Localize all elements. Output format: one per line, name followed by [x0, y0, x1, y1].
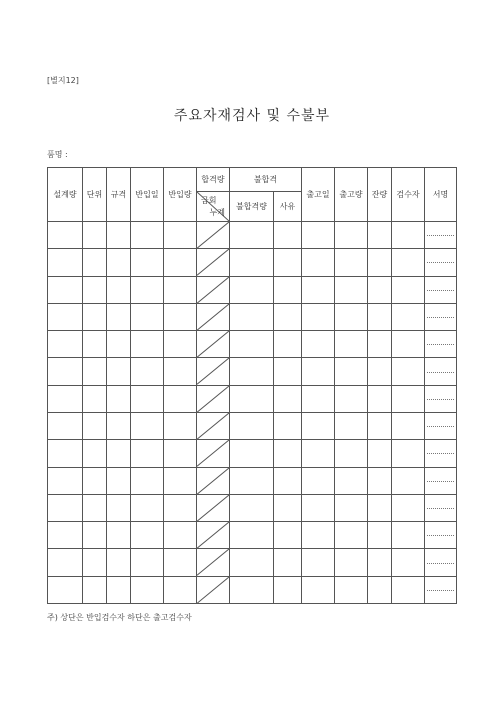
cell-pass-qty	[197, 303, 230, 330]
cell-in-date	[131, 549, 164, 576]
table-row	[48, 467, 457, 494]
dotted-divider	[427, 481, 454, 482]
cell-out-qty	[335, 331, 368, 358]
header-cumulative-label: 누계	[209, 208, 225, 217]
cell-reason	[274, 358, 302, 385]
cell-in-qty	[164, 412, 197, 439]
cell-spec	[107, 440, 131, 467]
cell-out-date	[302, 522, 335, 549]
cell-reason	[274, 385, 302, 412]
cell-out-date	[302, 222, 335, 249]
cell-spec	[107, 576, 131, 603]
cell-out-date	[302, 249, 335, 276]
cell-inspector	[392, 412, 425, 439]
cell-in-qty	[164, 331, 197, 358]
header-pass-qty: 합격량	[197, 168, 230, 192]
cell-design-qty	[48, 467, 83, 494]
cell-design-qty	[48, 303, 83, 330]
cell-balance	[368, 522, 392, 549]
cell-balance	[368, 358, 392, 385]
cell-spec	[107, 412, 131, 439]
cell-in-date	[131, 222, 164, 249]
cell-inspector	[392, 385, 425, 412]
table-row	[48, 303, 457, 330]
cell-inspector	[392, 249, 425, 276]
cell-in-qty	[164, 249, 197, 276]
table-row	[48, 249, 457, 276]
header-fail-qty: 불합격량	[230, 192, 274, 222]
cell-design-qty	[48, 222, 83, 249]
cell-signature	[425, 494, 457, 521]
cell-design-qty	[48, 494, 83, 521]
cell-out-qty	[335, 494, 368, 521]
cell-reason	[274, 440, 302, 467]
cell-spec	[107, 249, 131, 276]
cell-in-qty	[164, 222, 197, 249]
cell-reason	[274, 576, 302, 603]
cell-in-date	[131, 467, 164, 494]
cell-signature	[425, 358, 457, 385]
cell-balance	[368, 222, 392, 249]
cell-unit	[83, 385, 107, 412]
cell-spec	[107, 385, 131, 412]
cell-spec	[107, 358, 131, 385]
cell-signature	[425, 412, 457, 439]
cell-in-qty	[164, 358, 197, 385]
header-current-label: 금회	[201, 196, 217, 205]
diagonal-divider	[197, 440, 229, 466]
ledger-body	[48, 222, 457, 604]
cell-fail-qty	[230, 576, 274, 603]
table-row	[48, 440, 457, 467]
cell-unit	[83, 222, 107, 249]
cell-inspector	[392, 331, 425, 358]
cell-inspector	[392, 440, 425, 467]
cell-balance	[368, 576, 392, 603]
dotted-divider	[427, 317, 454, 318]
cell-pass-qty	[197, 385, 230, 412]
cell-fail-qty	[230, 522, 274, 549]
inspection-ledger-table	[47, 167, 457, 604]
cell-reason	[274, 467, 302, 494]
cell-out-date	[302, 331, 335, 358]
cell-balance	[368, 494, 392, 521]
cell-in-qty	[164, 467, 197, 494]
diagonal-divider	[197, 495, 229, 521]
cell-inspector	[392, 358, 425, 385]
cell-out-qty	[335, 385, 368, 412]
cell-reason	[274, 331, 302, 358]
cell-unit	[83, 576, 107, 603]
dotted-divider	[427, 590, 454, 591]
cell-reason	[274, 522, 302, 549]
cell-out-date	[302, 549, 335, 576]
cell-design-qty	[48, 249, 83, 276]
footnote: 주) 상단은 반입검수자 하단은 출고검수자	[47, 613, 192, 622]
cell-pass-qty	[197, 576, 230, 603]
cell-design-qty	[48, 331, 83, 358]
cell-in-date	[131, 576, 164, 603]
cell-balance	[368, 276, 392, 303]
dotted-divider	[427, 508, 454, 509]
cell-fail-qty	[230, 440, 274, 467]
cell-in-qty	[164, 522, 197, 549]
cell-fail-qty	[230, 549, 274, 576]
cell-spec	[107, 494, 131, 521]
cell-reason	[274, 412, 302, 439]
cell-in-qty	[164, 576, 197, 603]
cell-pass-qty	[197, 358, 230, 385]
cell-reason	[274, 222, 302, 249]
cell-fail-qty	[230, 385, 274, 412]
diagonal-divider	[197, 468, 229, 494]
cell-in-date	[131, 494, 164, 521]
cell-spec	[107, 276, 131, 303]
cell-fail-qty	[230, 222, 274, 249]
cell-out-date	[302, 467, 335, 494]
cell-unit	[83, 303, 107, 330]
cell-out-qty	[335, 303, 368, 330]
cell-design-qty	[48, 385, 83, 412]
cell-unit	[83, 440, 107, 467]
diagonal-divider	[197, 522, 229, 548]
dotted-divider	[427, 372, 454, 373]
diagonal-divider	[197, 277, 229, 303]
diagonal-divider	[197, 413, 229, 439]
cell-inspector	[392, 522, 425, 549]
diagonal-divider	[197, 304, 229, 330]
header-out-date: 출고일	[302, 168, 335, 222]
cell-inspector	[392, 276, 425, 303]
cell-out-date	[302, 385, 335, 412]
cell-inspector	[392, 576, 425, 603]
dotted-divider	[427, 262, 454, 263]
cell-design-qty	[48, 412, 83, 439]
cell-inspector	[392, 549, 425, 576]
cell-out-date	[302, 276, 335, 303]
cell-fail-qty	[230, 412, 274, 439]
cell-out-date	[302, 440, 335, 467]
cell-pass-qty	[197, 276, 230, 303]
cell-signature	[425, 222, 457, 249]
cell-out-date	[302, 358, 335, 385]
cell-signature	[425, 303, 457, 330]
cell-out-qty	[335, 440, 368, 467]
dotted-divider	[427, 535, 454, 536]
cell-signature	[425, 276, 457, 303]
cell-design-qty	[48, 549, 83, 576]
diagonal-divider	[197, 386, 229, 412]
cell-pass-qty	[197, 222, 230, 249]
cell-out-date	[302, 303, 335, 330]
cell-in-date	[131, 303, 164, 330]
cell-balance	[368, 331, 392, 358]
cell-inspector	[392, 467, 425, 494]
cell-out-date	[302, 494, 335, 521]
cell-design-qty	[48, 576, 83, 603]
table-row	[48, 494, 457, 521]
cell-out-qty	[335, 222, 368, 249]
cell-in-date	[131, 385, 164, 412]
cell-in-date	[131, 522, 164, 549]
cell-fail-qty	[230, 249, 274, 276]
cell-reason	[274, 549, 302, 576]
cell-design-qty	[48, 522, 83, 549]
dotted-divider	[427, 290, 454, 291]
cell-unit	[83, 249, 107, 276]
cell-pass-qty	[197, 331, 230, 358]
cell-pass-qty	[197, 440, 230, 467]
header-balance: 잔량	[368, 168, 392, 222]
cell-pass-qty	[197, 467, 230, 494]
diagonal-divider	[197, 249, 229, 275]
cell-design-qty	[48, 358, 83, 385]
table-row	[48, 222, 457, 249]
diagonal-divider	[197, 577, 229, 603]
cell-out-qty	[335, 249, 368, 276]
cell-in-qty	[164, 494, 197, 521]
table-row	[48, 576, 457, 603]
header-out-qty: 출고량	[335, 168, 368, 222]
table-row	[48, 385, 457, 412]
diagonal-divider	[197, 331, 229, 357]
cell-unit	[83, 331, 107, 358]
cell-balance	[368, 412, 392, 439]
cell-inspector	[392, 303, 425, 330]
cell-in-qty	[164, 440, 197, 467]
document-title: 주요자재검사 및 수불부	[173, 108, 331, 124]
cell-design-qty	[48, 276, 83, 303]
dotted-divider	[427, 453, 454, 454]
cell-in-qty	[164, 549, 197, 576]
cell-in-date	[131, 358, 164, 385]
diagonal-divider	[197, 222, 229, 248]
cell-reason	[274, 303, 302, 330]
cell-unit	[83, 358, 107, 385]
cell-signature	[425, 440, 457, 467]
cell-in-date	[131, 412, 164, 439]
cell-out-date	[302, 412, 335, 439]
cell-fail-qty	[230, 276, 274, 303]
table-row	[48, 331, 457, 358]
header-signature: 서명	[425, 168, 457, 222]
cell-spec	[107, 522, 131, 549]
cell-signature	[425, 467, 457, 494]
cell-out-qty	[335, 276, 368, 303]
cell-unit	[83, 494, 107, 521]
header-reason: 사유	[274, 192, 302, 222]
dotted-divider	[427, 344, 454, 345]
cell-out-qty	[335, 358, 368, 385]
cell-spec	[107, 331, 131, 358]
cell-spec	[107, 549, 131, 576]
cell-reason	[274, 494, 302, 521]
cell-fail-qty	[230, 467, 274, 494]
cell-signature	[425, 385, 457, 412]
cell-balance	[368, 385, 392, 412]
header-design-qty: 설계량	[48, 168, 83, 222]
cell-spec	[107, 303, 131, 330]
cell-balance	[368, 467, 392, 494]
cell-pass-qty	[197, 494, 230, 521]
cell-pass-qty	[197, 549, 230, 576]
cell-out-qty	[335, 467, 368, 494]
cell-out-qty	[335, 412, 368, 439]
cell-pass-qty	[197, 249, 230, 276]
diagonal-divider	[197, 549, 229, 575]
cell-fail-qty	[230, 358, 274, 385]
cell-unit	[83, 412, 107, 439]
cell-in-date	[131, 440, 164, 467]
table-row	[48, 412, 457, 439]
header-current-cumulative	[197, 192, 230, 222]
dotted-divider	[427, 235, 454, 236]
cell-fail-qty	[230, 494, 274, 521]
item-name-label: 품명 :	[47, 150, 68, 159]
dotted-divider	[427, 426, 454, 427]
table-row	[48, 358, 457, 385]
cell-reason	[274, 249, 302, 276]
cell-design-qty	[48, 440, 83, 467]
cell-signature	[425, 331, 457, 358]
cell-in-qty	[164, 385, 197, 412]
header-unit: 단위	[83, 168, 107, 222]
cell-out-qty	[335, 549, 368, 576]
cell-balance	[368, 249, 392, 276]
cell-fail-qty	[230, 331, 274, 358]
table-row	[48, 549, 457, 576]
cell-pass-qty	[197, 522, 230, 549]
diagonal-divider	[197, 358, 229, 384]
dotted-divider	[427, 399, 454, 400]
header-fail-group: 불합격	[230, 168, 302, 192]
header-in-qty: 반입량	[164, 168, 197, 222]
cell-out-qty	[335, 576, 368, 603]
header-in-date: 반입일	[131, 168, 164, 222]
cell-balance	[368, 549, 392, 576]
cell-in-qty	[164, 303, 197, 330]
cell-in-date	[131, 331, 164, 358]
cell-in-date	[131, 249, 164, 276]
cell-spec	[107, 222, 131, 249]
cell-signature	[425, 549, 457, 576]
form-reference: [별지12]	[47, 76, 79, 85]
cell-reason	[274, 276, 302, 303]
cell-out-date	[302, 576, 335, 603]
cell-out-qty	[335, 522, 368, 549]
header-spec: 규격	[107, 168, 131, 222]
cell-signature	[425, 249, 457, 276]
cell-in-date	[131, 276, 164, 303]
cell-fail-qty	[230, 303, 274, 330]
table-row	[48, 276, 457, 303]
header-inspector: 검수자	[392, 168, 425, 222]
cell-signature	[425, 522, 457, 549]
cell-unit	[83, 467, 107, 494]
cell-unit	[83, 522, 107, 549]
cell-inspector	[392, 222, 425, 249]
cell-balance	[368, 440, 392, 467]
cell-spec	[107, 467, 131, 494]
cell-unit	[83, 549, 107, 576]
dotted-divider	[427, 563, 454, 564]
cell-balance	[368, 303, 392, 330]
table-row	[48, 522, 457, 549]
cell-in-qty	[164, 276, 197, 303]
cell-inspector	[392, 494, 425, 521]
cell-unit	[83, 276, 107, 303]
cell-signature	[425, 576, 457, 603]
cell-pass-qty	[197, 412, 230, 439]
